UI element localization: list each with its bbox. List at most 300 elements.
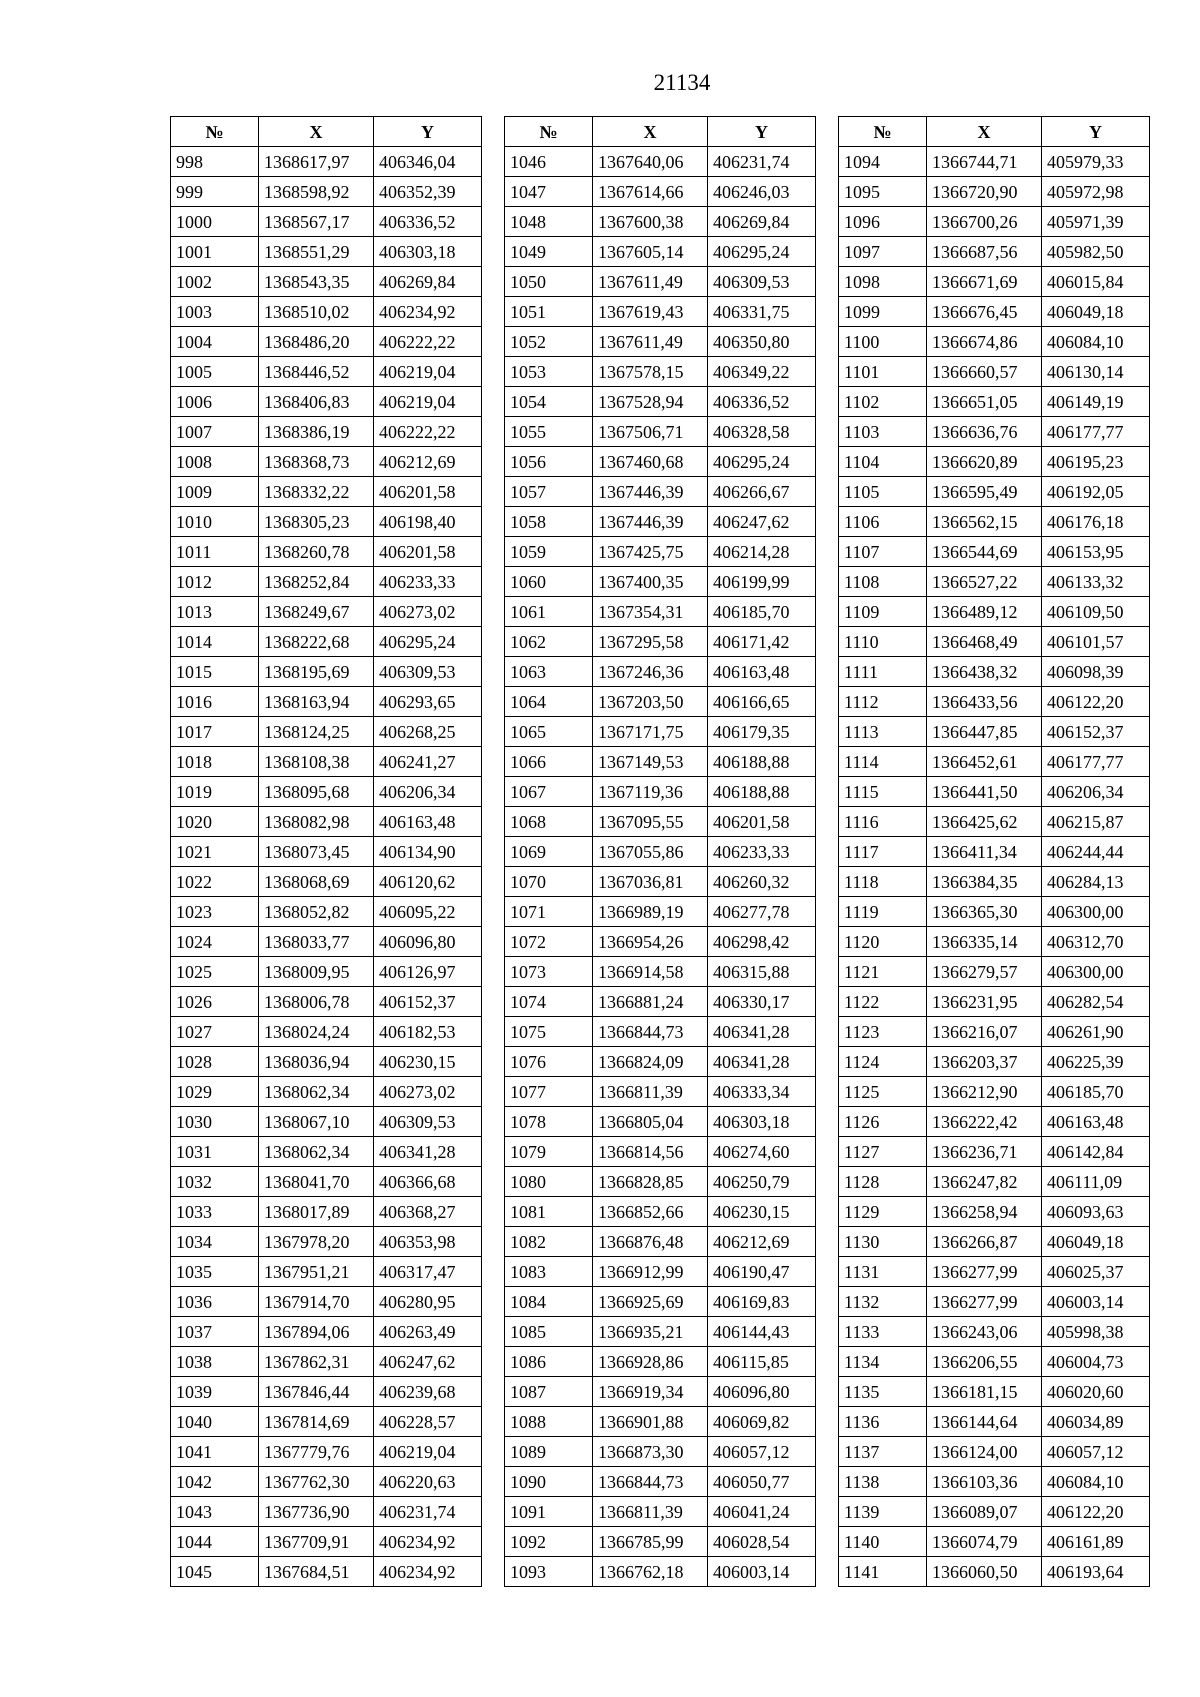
table-row: [839, 297, 1150, 327]
table-row: [839, 567, 1150, 597]
x-coordinate-cell: 1366216,07: [927, 1017, 1042, 1047]
table-row: [839, 147, 1150, 177]
x-coordinate-cell: 1366620,89: [927, 447, 1042, 477]
point-number-cell: 1035: [171, 1257, 259, 1287]
x-coordinate-cell: 1368543,35: [259, 267, 374, 297]
point-number-cell: 1132: [839, 1287, 927, 1317]
table-row: [505, 867, 816, 897]
table-row: [839, 1317, 1150, 1347]
x-coordinate-cell: 1366562,15: [927, 507, 1042, 537]
y-coordinate-cell: 406185,70: [708, 597, 816, 627]
y-coordinate-cell: 406084,10: [1042, 327, 1150, 357]
y-coordinate-cell: 406176,18: [1042, 507, 1150, 537]
point-number-cell: 1119: [839, 897, 927, 927]
table-row: [839, 867, 1150, 897]
y-coordinate-cell: 406122,20: [1042, 1497, 1150, 1527]
table-row: [171, 327, 482, 357]
x-coordinate-cell: 1366203,37: [927, 1047, 1042, 1077]
table-row: [505, 297, 816, 327]
table-row: [505, 1017, 816, 1047]
header-x: X: [593, 117, 708, 147]
point-number-cell: 1134: [839, 1347, 927, 1377]
table-row: [171, 1377, 482, 1407]
x-coordinate-cell: 1368163,94: [259, 687, 374, 717]
y-coordinate-cell: 406277,78: [708, 897, 816, 927]
table-row: [505, 957, 816, 987]
header-row: [505, 117, 816, 147]
point-number-cell: 1018: [171, 747, 259, 777]
point-number-cell: 1128: [839, 1167, 927, 1197]
table-row: [171, 837, 482, 867]
point-number-cell: 1112: [839, 687, 927, 717]
table-row: [839, 657, 1150, 687]
table-row: [171, 1317, 482, 1347]
point-number-cell: 1029: [171, 1077, 259, 1107]
point-number-cell: 1065: [505, 717, 593, 747]
table-row: [505, 387, 816, 417]
x-coordinate-cell: 1368006,78: [259, 987, 374, 1017]
point-number-cell: 1039: [171, 1377, 259, 1407]
y-coordinate-cell: 406234,92: [374, 297, 482, 327]
x-coordinate-cell: 1367354,31: [593, 597, 708, 627]
point-number-cell: 1045: [171, 1557, 259, 1587]
table-row: [505, 357, 816, 387]
table-row: [171, 1527, 482, 1557]
y-coordinate-cell: 406069,82: [708, 1407, 816, 1437]
table-row: [839, 1347, 1150, 1377]
table-row: [171, 957, 482, 987]
x-coordinate-cell: 1366124,00: [927, 1437, 1042, 1467]
point-number-cell: 1070: [505, 867, 593, 897]
x-coordinate-cell: 1368551,29: [259, 237, 374, 267]
x-coordinate-cell: 1366814,56: [593, 1137, 708, 1167]
y-coordinate-cell: 406161,89: [1042, 1527, 1150, 1557]
y-coordinate-cell: 406003,14: [708, 1557, 816, 1587]
x-coordinate-cell: 1366060,50: [927, 1557, 1042, 1587]
point-number-cell: 1011: [171, 537, 259, 567]
x-coordinate-cell: 1368036,94: [259, 1047, 374, 1077]
x-coordinate-cell: 1366811,39: [593, 1497, 708, 1527]
y-coordinate-cell: 406268,25: [374, 717, 482, 747]
table-row: [171, 207, 482, 237]
point-number-cell: 1068: [505, 807, 593, 837]
header-row: [171, 117, 482, 147]
table-row: [505, 1407, 816, 1437]
point-number-cell: 1072: [505, 927, 593, 957]
y-coordinate-cell: 406199,99: [708, 567, 816, 597]
table-row: [505, 657, 816, 687]
point-number-cell: 1026: [171, 987, 259, 1017]
x-coordinate-cell: 1366279,57: [927, 957, 1042, 987]
x-coordinate-cell: 1368024,24: [259, 1017, 374, 1047]
point-number-cell: 1138: [839, 1467, 927, 1497]
y-coordinate-cell: 406163,48: [708, 657, 816, 687]
x-coordinate-cell: 1366103,36: [927, 1467, 1042, 1497]
point-number-cell: 1060: [505, 567, 593, 597]
point-number-cell: 1061: [505, 597, 593, 627]
point-number-cell: 1115: [839, 777, 927, 807]
y-coordinate-cell: 406260,32: [708, 867, 816, 897]
table-row: [839, 627, 1150, 657]
y-coordinate-cell: 406003,14: [1042, 1287, 1150, 1317]
point-number-cell: 1081: [505, 1197, 593, 1227]
x-coordinate-cell: 1367862,31: [259, 1347, 374, 1377]
point-number-cell: 1088: [505, 1407, 593, 1437]
y-coordinate-cell: 406126,97: [374, 957, 482, 987]
x-coordinate-cell: 1366811,39: [593, 1077, 708, 1107]
table-row: [505, 1227, 816, 1257]
point-number-cell: 1016: [171, 687, 259, 717]
x-coordinate-cell: 1366433,56: [927, 687, 1042, 717]
table-row: [505, 147, 816, 177]
x-coordinate-cell: 1367814,69: [259, 1407, 374, 1437]
y-coordinate-cell: 406230,15: [708, 1197, 816, 1227]
table-row: [839, 807, 1150, 837]
table-row: [171, 657, 482, 687]
point-number-cell: 1040: [171, 1407, 259, 1437]
y-coordinate-cell: 406152,37: [1042, 717, 1150, 747]
table-row: [505, 1047, 816, 1077]
y-coordinate-cell: 406341,28: [708, 1047, 816, 1077]
y-coordinate-cell: 406188,88: [708, 777, 816, 807]
y-coordinate-cell: 406219,04: [374, 357, 482, 387]
x-coordinate-cell: 1368598,92: [259, 177, 374, 207]
table-row: [839, 1077, 1150, 1107]
x-coordinate-cell: 1367171,75: [593, 717, 708, 747]
table-row: [839, 1527, 1150, 1557]
x-coordinate-cell: 1367528,94: [593, 387, 708, 417]
point-number-cell: 1009: [171, 477, 259, 507]
x-coordinate-cell: 1368033,77: [259, 927, 374, 957]
table-row: [505, 597, 816, 627]
x-coordinate-cell: 1366425,62: [927, 807, 1042, 837]
y-coordinate-cell: 406034,89: [1042, 1407, 1150, 1437]
x-coordinate-cell: 1368073,45: [259, 837, 374, 867]
x-coordinate-cell: 1368617,97: [259, 147, 374, 177]
x-coordinate-cell: 1366989,19: [593, 897, 708, 927]
point-number-cell: 1096: [839, 207, 927, 237]
x-coordinate-cell: 1366089,07: [927, 1497, 1042, 1527]
y-coordinate-cell: 406193,64: [1042, 1557, 1150, 1587]
y-coordinate-cell: 406201,58: [708, 807, 816, 837]
x-coordinate-cell: 1368068,69: [259, 867, 374, 897]
point-number-cell: 1022: [171, 867, 259, 897]
point-number-cell: 1101: [839, 357, 927, 387]
x-coordinate-cell: 1367095,55: [593, 807, 708, 837]
coordinate-table-3: [838, 116, 1150, 1587]
x-coordinate-cell: 1367614,66: [593, 177, 708, 207]
table-row: [505, 747, 816, 777]
y-coordinate-cell: 406231,74: [708, 147, 816, 177]
y-coordinate-cell: 406230,15: [374, 1047, 482, 1077]
point-number-cell: 1063: [505, 657, 593, 687]
y-coordinate-cell: 406190,47: [708, 1257, 816, 1287]
point-number-cell: 1033: [171, 1197, 259, 1227]
x-coordinate-cell: 1367149,53: [593, 747, 708, 777]
table-row: [839, 327, 1150, 357]
y-coordinate-cell: 406303,18: [708, 1107, 816, 1137]
x-coordinate-cell: 1366212,90: [927, 1077, 1042, 1107]
y-coordinate-cell: 406222,22: [374, 417, 482, 447]
point-number-cell: 1050: [505, 267, 593, 297]
point-number-cell: 1074: [505, 987, 593, 1017]
point-number-cell: 1042: [171, 1467, 259, 1497]
y-coordinate-cell: 406225,39: [1042, 1047, 1150, 1077]
table-row: [505, 1467, 816, 1497]
point-number-cell: 1055: [505, 417, 593, 447]
table-row: [171, 1107, 482, 1137]
y-coordinate-cell: 406346,04: [374, 147, 482, 177]
x-coordinate-cell: 1367709,91: [259, 1527, 374, 1557]
point-number-cell: 1083: [505, 1257, 593, 1287]
y-coordinate-cell: 406220,63: [374, 1467, 482, 1497]
y-coordinate-cell: 405982,50: [1042, 237, 1150, 267]
table-row: [839, 1497, 1150, 1527]
header-number: №: [839, 117, 927, 147]
point-number-cell: 1084: [505, 1287, 593, 1317]
point-number-cell: 1127: [839, 1137, 927, 1167]
point-number-cell: 1113: [839, 717, 927, 747]
x-coordinate-cell: 1368386,19: [259, 417, 374, 447]
x-coordinate-cell: 1366438,32: [927, 657, 1042, 687]
table-row: [171, 1227, 482, 1257]
point-number-cell: 1052: [505, 327, 593, 357]
x-coordinate-cell: 1367446,39: [593, 477, 708, 507]
y-coordinate-cell: 406095,22: [374, 897, 482, 927]
table-row: [505, 1377, 816, 1407]
x-coordinate-cell: 1368305,23: [259, 507, 374, 537]
table-row: [171, 1467, 482, 1497]
point-number-cell: 1091: [505, 1497, 593, 1527]
table-row: [171, 777, 482, 807]
x-coordinate-cell: 1366335,14: [927, 927, 1042, 957]
x-coordinate-cell: 1366876,48: [593, 1227, 708, 1257]
table-row: [505, 1167, 816, 1197]
point-number-cell: 1133: [839, 1317, 927, 1347]
y-coordinate-cell: 406201,58: [374, 477, 482, 507]
point-number-cell: 1027: [171, 1017, 259, 1047]
x-coordinate-cell: 1367779,76: [259, 1437, 374, 1467]
point-number-cell: 1041: [171, 1437, 259, 1467]
y-coordinate-cell: 406263,49: [374, 1317, 482, 1347]
table-row: [839, 1437, 1150, 1467]
x-coordinate-cell: 1367684,51: [259, 1557, 374, 1587]
y-coordinate-cell: 406247,62: [708, 507, 816, 537]
point-number-cell: 1037: [171, 1317, 259, 1347]
table-row: [505, 507, 816, 537]
x-coordinate-cell: 1366935,21: [593, 1317, 708, 1347]
x-coordinate-cell: 1366636,76: [927, 417, 1042, 447]
y-coordinate-cell: 406336,52: [708, 387, 816, 417]
point-number-cell: 1036: [171, 1287, 259, 1317]
x-coordinate-cell: 1367619,43: [593, 297, 708, 327]
y-coordinate-cell: 406234,92: [374, 1527, 482, 1557]
x-coordinate-cell: 1366676,45: [927, 297, 1042, 327]
table-row: [505, 207, 816, 237]
x-coordinate-cell: 1366912,99: [593, 1257, 708, 1287]
table-row: [505, 1347, 816, 1377]
x-coordinate-cell: 1367119,36: [593, 777, 708, 807]
point-number-cell: 1020: [171, 807, 259, 837]
table-row: [839, 477, 1150, 507]
x-coordinate-cell: 1368041,70: [259, 1167, 374, 1197]
table-row: [839, 1287, 1150, 1317]
table-row: [839, 747, 1150, 777]
y-coordinate-cell: 406349,22: [708, 357, 816, 387]
y-coordinate-cell: 406041,24: [708, 1497, 816, 1527]
y-coordinate-cell: 406188,88: [708, 747, 816, 777]
table-row: [171, 147, 482, 177]
x-coordinate-cell: 1366441,50: [927, 777, 1042, 807]
table-row: [171, 1077, 482, 1107]
header-x: X: [927, 117, 1042, 147]
y-coordinate-cell: 406295,24: [374, 627, 482, 657]
point-number-cell: 1100: [839, 327, 927, 357]
point-number-cell: 1094: [839, 147, 927, 177]
y-coordinate-cell: 406134,90: [374, 837, 482, 867]
table-row: [171, 687, 482, 717]
y-coordinate-cell: 406300,00: [1042, 897, 1150, 927]
x-coordinate-cell: 1368195,69: [259, 657, 374, 687]
y-coordinate-cell: 406219,04: [374, 387, 482, 417]
y-coordinate-cell: 406163,48: [374, 807, 482, 837]
table-row: [171, 447, 482, 477]
table-row: [171, 867, 482, 897]
table-row: [505, 1437, 816, 1467]
x-coordinate-cell: 1366144,64: [927, 1407, 1042, 1437]
table-row: [839, 687, 1150, 717]
y-coordinate-cell: 406177,77: [1042, 747, 1150, 777]
y-coordinate-cell: 406004,73: [1042, 1347, 1150, 1377]
y-coordinate-cell: 406169,83: [708, 1287, 816, 1317]
y-coordinate-cell: 406050,77: [708, 1467, 816, 1497]
x-coordinate-cell: 1366544,69: [927, 537, 1042, 567]
point-number-cell: 1109: [839, 597, 927, 627]
y-coordinate-cell: 406028,54: [708, 1527, 816, 1557]
table-row: [839, 537, 1150, 567]
table-row: [171, 1407, 482, 1437]
point-number-cell: 1012: [171, 567, 259, 597]
point-number-cell: 1010: [171, 507, 259, 537]
x-coordinate-cell: 1368249,67: [259, 597, 374, 627]
y-coordinate-cell: 405979,33: [1042, 147, 1150, 177]
point-number-cell: 1117: [839, 837, 927, 867]
x-coordinate-cell: 1367055,86: [593, 837, 708, 867]
y-coordinate-cell: 406195,23: [1042, 447, 1150, 477]
table-row: [839, 1017, 1150, 1047]
x-coordinate-cell: 1368052,82: [259, 897, 374, 927]
y-coordinate-cell: 406177,77: [1042, 417, 1150, 447]
x-coordinate-cell: 1366206,55: [927, 1347, 1042, 1377]
x-coordinate-cell: 1368095,68: [259, 777, 374, 807]
point-number-cell: 1107: [839, 537, 927, 567]
y-coordinate-cell: 406166,65: [708, 687, 816, 717]
table-row: [171, 267, 482, 297]
y-coordinate-cell: 406233,33: [708, 837, 816, 867]
point-number-cell: 1004: [171, 327, 259, 357]
y-coordinate-cell: 406212,69: [708, 1227, 816, 1257]
point-number-cell: 1140: [839, 1527, 927, 1557]
y-coordinate-cell: 406206,34: [374, 777, 482, 807]
x-coordinate-cell: 1366660,57: [927, 357, 1042, 387]
point-number-cell: 1093: [505, 1557, 593, 1587]
point-number-cell: 1013: [171, 597, 259, 627]
y-coordinate-cell: 406153,95: [1042, 537, 1150, 567]
table-row: [505, 327, 816, 357]
point-number-cell: 1073: [505, 957, 593, 987]
y-coordinate-cell: 406336,52: [374, 207, 482, 237]
table-row: [171, 1047, 482, 1077]
table-row: [839, 1407, 1150, 1437]
x-coordinate-cell: 1366914,58: [593, 957, 708, 987]
header-y: Y: [1042, 117, 1150, 147]
point-number-cell: 1106: [839, 507, 927, 537]
x-coordinate-cell: 1366762,18: [593, 1557, 708, 1587]
y-coordinate-cell: 406231,74: [374, 1497, 482, 1527]
y-coordinate-cell: 406133,32: [1042, 567, 1150, 597]
x-coordinate-cell: 1368124,25: [259, 717, 374, 747]
y-coordinate-cell: 406212,69: [374, 447, 482, 477]
point-number-cell: 1095: [839, 177, 927, 207]
point-number-cell: 1062: [505, 627, 593, 657]
point-number-cell: 1003: [171, 297, 259, 327]
x-coordinate-cell: 1366447,85: [927, 717, 1042, 747]
table-row: [839, 1257, 1150, 1287]
coordinate-table-2: [504, 116, 816, 1587]
y-coordinate-cell: 406261,90: [1042, 1017, 1150, 1047]
y-coordinate-cell: 406101,57: [1042, 627, 1150, 657]
y-coordinate-cell: 406298,42: [708, 927, 816, 957]
point-number-cell: 1000: [171, 207, 259, 237]
x-coordinate-cell: 1368082,98: [259, 807, 374, 837]
x-coordinate-cell: 1368510,02: [259, 297, 374, 327]
point-number-cell: 1098: [839, 267, 927, 297]
y-coordinate-cell: 406246,03: [708, 177, 816, 207]
x-coordinate-cell: 1367600,38: [593, 207, 708, 237]
x-coordinate-cell: 1367640,06: [593, 147, 708, 177]
table-row: [839, 447, 1150, 477]
y-coordinate-cell: 406144,43: [708, 1317, 816, 1347]
x-coordinate-cell: 1368368,73: [259, 447, 374, 477]
x-coordinate-cell: 1366236,71: [927, 1137, 1042, 1167]
x-coordinate-cell: 1366222,42: [927, 1107, 1042, 1137]
x-coordinate-cell: 1366489,12: [927, 597, 1042, 627]
y-coordinate-cell: 406222,22: [374, 327, 482, 357]
table-row: [171, 507, 482, 537]
y-coordinate-cell: 406020,60: [1042, 1377, 1150, 1407]
table-row: [505, 267, 816, 297]
y-coordinate-cell: 406233,33: [374, 567, 482, 597]
x-coordinate-cell: 1367446,39: [593, 507, 708, 537]
point-number-cell: 1111: [839, 657, 927, 687]
table-row: [171, 1017, 482, 1047]
point-number-cell: 1024: [171, 927, 259, 957]
table-row: [839, 1377, 1150, 1407]
x-coordinate-cell: 1368009,95: [259, 957, 374, 987]
y-coordinate-cell: 406234,92: [374, 1557, 482, 1587]
y-coordinate-cell: 406328,58: [708, 417, 816, 447]
x-coordinate-cell: 1367036,81: [593, 867, 708, 897]
table-row: [171, 597, 482, 627]
y-coordinate-cell: 406333,34: [708, 1077, 816, 1107]
y-coordinate-cell: 406163,48: [1042, 1107, 1150, 1137]
table-row: [839, 1467, 1150, 1497]
table-row: [839, 927, 1150, 957]
y-coordinate-cell: 406341,28: [708, 1017, 816, 1047]
point-number-cell: 1139: [839, 1497, 927, 1527]
point-number-cell: 1116: [839, 807, 927, 837]
table-row: [839, 1137, 1150, 1167]
